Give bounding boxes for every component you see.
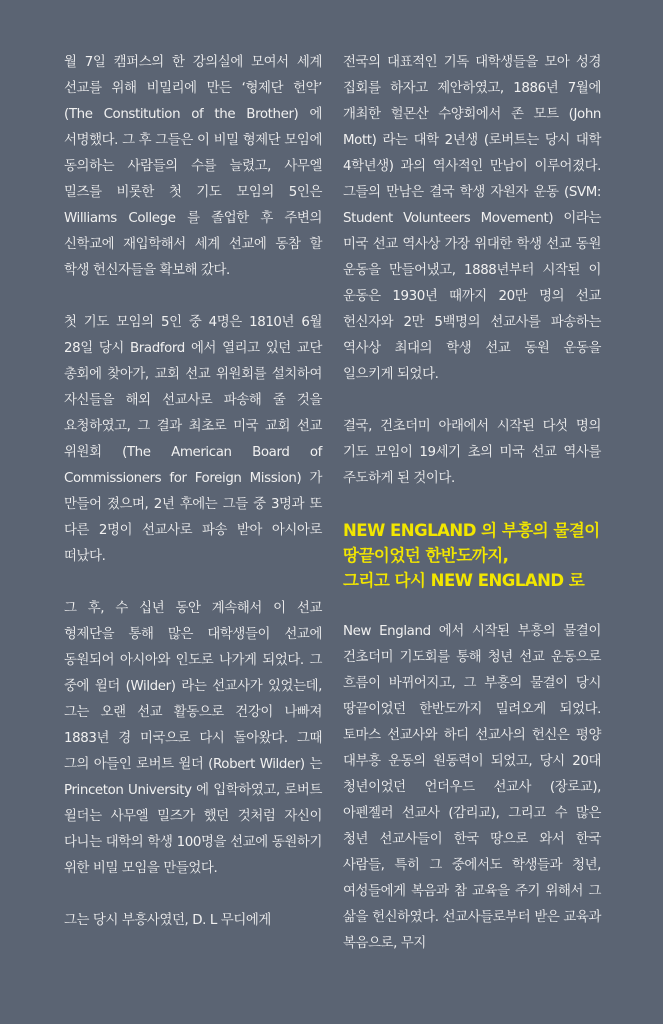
- paragraph-spacer: [64, 570, 322, 596]
- paragraph-american-board: 첫 기도 모임의 5인 중 4명은 1810년 6월 28일 당시 Bradford 에서 열리고 있던 교단 총회에 찾아가, 교회 선교 위원회를 설치하여 자신들을 해외 선교사로 파송해 줄 것을 요청하였고, 그 결과 최초로 미국 교회 선교 위원회 (The American Board of Commissioners for Foreign Mission) 가 만들어 졌으며, 2년 후에는 그들 중 3명과 또 다른 2명이 선교사로 파송 받아 아시아로 떠났다.: [64, 315, 322, 564]
- section-heading-line: 그리고 다시 NEW ENGLAND 로: [343, 571, 585, 590]
- paragraph-spacer: [64, 284, 322, 310]
- paragraph-brotherhood-constitution: 월 7일 캠퍼스의 한 강의실에 모여서 세계 선교를 위해 비밀리에 만든 ‘형제단 헌약’ (The Constitution of the Brother) 에 서명했다. 그 후 그들은 이 비밀 형제단 모임에 동의하는 사람들의 수를 늘렸고, 사무엘 밀즈를 비롯한 첫 기도 모임의 5인은 Williams College 를 졸업한 후 주변의 신학교에 재입학해서 세계 선교에 동참 할 학생 헌신자들을 확보해 갔다.: [64, 55, 322, 278]
- section-heading-line: NEW ENGLAND 의 부흥의 물결이: [343, 521, 600, 540]
- paragraph-spacer: [343, 388, 601, 414]
- paragraph-robert-wilder: 그 후, 수 십년 동안 계속해서 이 선교 형제단을 통해 많은 대학생들이 선교에 동원되어 아시아와 인도로 나가게 되었다. 그 중에 윌더 (Wilder) 라는 선교사가 있었는데, 그는 오랜 선교 활동으로 건강이 나빠져 1883년 경 미국으로 다시 돌아왔다. 그때 그의 아들인 로버트 윌더 (Robert Wilder) 는 Princeton University 에 입학하였고, 로버트 윌더는 사무엘 밀즈가 했던 것처럼 자신이 다니는 대학의 학생 100명을 선교에 동원하기 위한 비밀 모임을 만들었다.: [64, 601, 322, 876]
- paragraph-moody: 그는 당시 부흥사였던, D. L 무디에게: [64, 913, 271, 928]
- section-heading: [343, 518, 601, 593]
- paragraph-haystack-conclusion: 결국, 건초더미 아래에서 시작된 다섯 명의 기도 모임이 19세기 초의 미국 선교 역사를 주도하게 된 것이다.: [343, 419, 601, 486]
- right-column: [343, 50, 601, 957]
- paragraph-spacer: [343, 492, 601, 518]
- paragraph-svm-movement: 전국의 대표적인 기독 대학생들을 모아 성경 집회를 하자고 제안하였고, 1886년 7월에 개최한 헐몬산 수양회에서 존 모트 (John Mott) 라는 대학 2년생 (로버트는 당시 대학 4학년생) 과의 역사적인 만남이 이루어졌다. 그들의 만남은 결국 학생 자원자 운동 (SVM: Student Volunteers Movement) 이라는 미국 선교 역사상 가장 위대한 학생 선교 동원 운동을 만들어냈고, 1888년부터 시작된 이 운동은 1930년 때까지 20만 명의 선교 헌신자와 2만 5백명의 선교사를 파송하는 역사상 최대의 학생 선교 동원 운동을 일으키게 되었다.: [343, 55, 601, 382]
- section-heading-line: 땅끝이었던 한반도까지,: [343, 546, 509, 565]
- paragraph-spacer: [64, 882, 322, 908]
- left-column: [64, 50, 322, 934]
- paragraph-spacer: [343, 593, 601, 619]
- paragraph-korea-revival: New England 에서 시작된 부흥의 물결이 건초더미 기도회를 통해 청년 선교 운동으로 흐름이 바뀌어지고, 그 부흥의 물결이 당시 땅끝이었던 한반도까지 밀려오게 되었다. 토마스 선교사와 하디 선교사의 헌신은 평양 대부흥 운동의 원동력이 되었고, 당시 20대 청년이었던 언더우드 선교사 (장로교), 아펜젤러 선교사 (감리교), 그리고 수 많은 청년 선교사들이 한국 땅으로 와서 한국 사람들, 특히 그 중에서도 학생들과 청년, 여성들에게 복음과 참 교육을 주기 위해서 그 삶을 헌신하였다. 선교사들로부터 받은 교육과 복음으로, 무지: [343, 624, 601, 951]
